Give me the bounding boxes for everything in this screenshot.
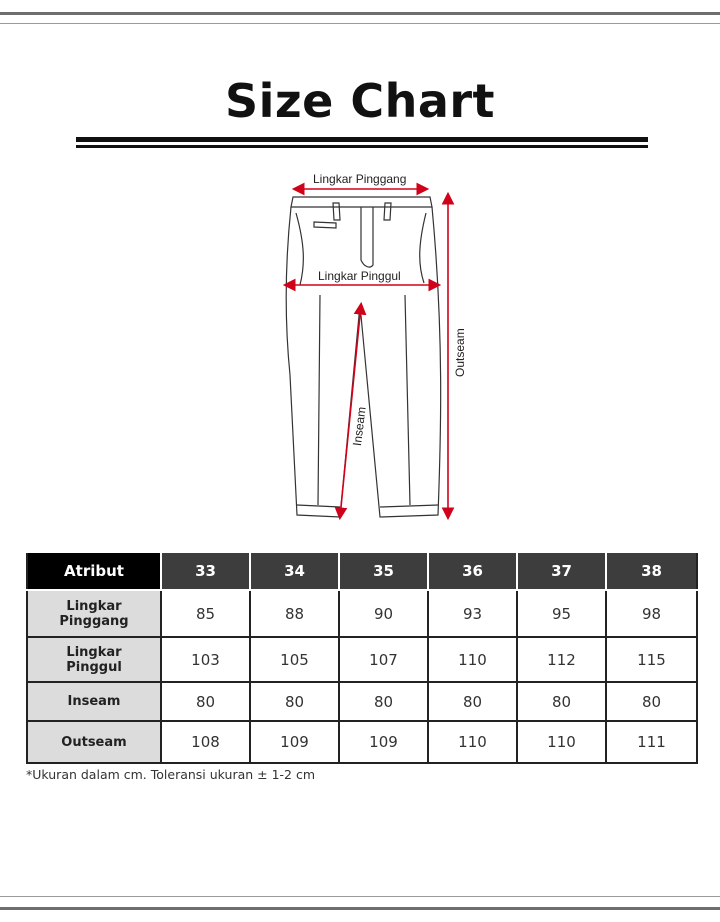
inseam-label: Inseam [350,405,369,447]
title-rule-thin [76,145,648,148]
table-cell: 85 [161,590,250,637]
header-size: 33 [161,553,250,590]
table-cell: 80 [161,682,250,721]
waist-label: Lingkar Pinggang [313,172,407,186]
table-cell: 90 [339,590,428,637]
table-cell: 98 [606,590,697,637]
table-cell: 105 [250,637,339,682]
table-cell: 80 [428,682,517,721]
table-cell: 88 [250,590,339,637]
row-label: Inseam [27,682,161,721]
table-cell: 108 [161,721,250,763]
table-cell: 103 [161,637,250,682]
table-cell: 80 [517,682,606,721]
table-row [27,682,697,721]
frame-top-border [0,12,720,15]
table-cell: 111 [606,721,697,763]
outseam-label: Outseam [453,328,467,377]
table-cell: 80 [606,682,697,721]
table-cell: 110 [428,637,517,682]
table-cell: 109 [339,721,428,763]
row-label [27,590,161,637]
header-atribut: Atribut [27,553,161,590]
frame-bottom-border-thin [0,896,720,897]
header-size: 36 [428,553,517,590]
row-label: Outseam [27,721,161,763]
page-title: Size Chart [224,74,496,128]
row-label-line: Lingkar [66,598,122,614]
pants-diagram [260,165,490,535]
header-size: 35 [339,553,428,590]
table-cell: 93 [428,590,517,637]
table-cell: 110 [428,721,517,763]
row-label-line: Lingkar [66,644,122,660]
row-label-line: Pinggang [59,613,129,629]
header-size: 37 [517,553,606,590]
table-row [27,590,697,637]
table-cell: 109 [250,721,339,763]
table-cell: 80 [339,682,428,721]
frame-top-border-thin [0,23,720,24]
table-cell: 80 [250,682,339,721]
hip-label: Lingkar Pinggul [318,269,401,283]
table-cell: 115 [606,637,697,682]
size-note: *Ukuran dalam cm. Toleransi ukuran ± 1-2 cm [26,767,316,782]
pants-outline [286,197,440,517]
header-size: 38 [606,553,697,590]
table-cell: 112 [517,637,606,682]
table-cell: 95 [517,590,606,637]
table-row [27,721,697,763]
measurement-arrows [286,189,448,517]
table-cell: 107 [339,637,428,682]
table-cell: 110 [517,721,606,763]
size-table [26,553,698,764]
title-rule-thick [76,137,648,142]
frame-bottom-border [0,907,720,910]
table-header-row [27,553,697,590]
header-size: 34 [250,553,339,590]
row-label-line: Pinggul [66,659,122,675]
row-label [27,637,161,682]
table-row [27,637,697,682]
